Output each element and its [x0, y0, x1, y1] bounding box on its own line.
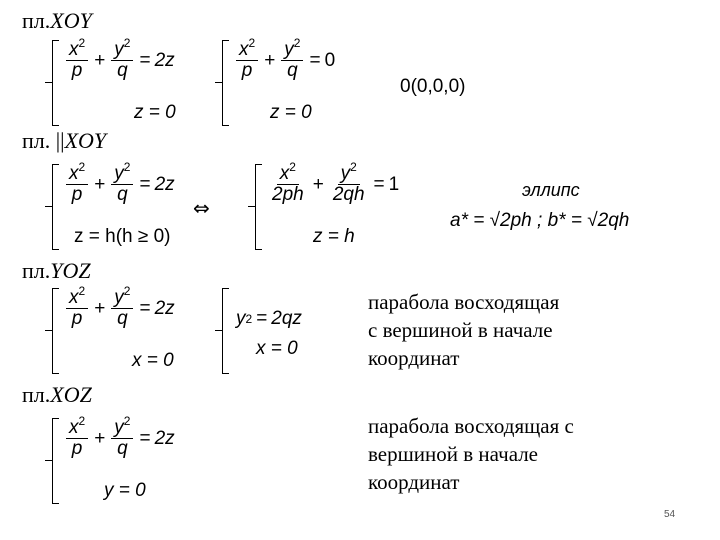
section-equation: $\frac{x^2}{p}$ + $\frac{y^2}{q}$ = 0	[234, 40, 335, 81]
parabola-description-xoz	[368, 412, 574, 496]
paraboloid-equation: $\frac{x^2}{p}$ + $\frac{y^2}{q}$ = 2z	[64, 164, 175, 205]
heading-plane-xoy	[22, 8, 92, 34]
description-line: координат	[368, 346, 460, 370]
system-brace-tick	[248, 206, 255, 207]
heading-plane-xoz	[22, 382, 92, 408]
heading-prefix: пл.	[22, 8, 51, 33]
system-brace	[222, 40, 229, 126]
system-parabola-yoz	[222, 288, 342, 374]
system-paraboloid-yoz	[52, 284, 212, 374]
parabola-description-yoz	[368, 288, 559, 372]
fraction-x2-p: $\frac{x^2}{p}$	[66, 40, 88, 81]
paraboloid-equation: $\frac{x^2}{p}$ + $\frac{y^2}{q}$ = 2z	[64, 288, 175, 329]
plane-condition: x = 0	[132, 350, 174, 371]
system-brace-tick	[215, 82, 222, 83]
system-brace	[52, 40, 59, 126]
description-line: парабола восходящая	[368, 290, 560, 314]
plane-condition: y = 0	[104, 480, 146, 501]
semi-axis-a: a* = √2ph ;	[450, 210, 543, 231]
heading-prefix: пл.	[22, 258, 51, 283]
system-brace	[52, 418, 59, 504]
heading-plane-yoz	[22, 258, 91, 284]
plane-condition: x = 0	[256, 338, 298, 359]
equivalence-arrow: ⇔	[193, 196, 210, 220]
semi-axis-b: b* = √2qh	[547, 210, 630, 231]
fraction-y2-q: $\frac{y^2}{q}$	[111, 40, 133, 81]
vertex-point: 0(0,0,0)	[400, 76, 466, 97]
paraboloid-equation: $\frac{x^2}{p}$ + $\frac{y^2}{q}$ = 2z	[64, 40, 175, 81]
description-line: координат	[368, 470, 460, 494]
heading-name: YOZ	[50, 258, 91, 283]
plane-condition: z = 0	[270, 102, 312, 123]
heading-prefix: пл. ||	[22, 128, 65, 153]
system-brace-tick	[215, 330, 222, 331]
system-brace	[255, 164, 262, 250]
heading-prefix: пл.	[22, 382, 51, 407]
system-brace	[52, 288, 59, 374]
ellipse-label: эллипс	[522, 180, 580, 200]
system-ellipse-section	[255, 160, 415, 250]
system-paraboloid-xoy	[52, 36, 212, 126]
heading-name: XOY	[64, 128, 107, 153]
plane-condition: z = h	[313, 226, 355, 247]
system-brace-tick	[45, 206, 52, 207]
page-number: 54	[664, 509, 676, 520]
system-section-xoy	[222, 36, 362, 126]
heading-name: XOY	[50, 8, 92, 33]
system-brace-tick	[45, 82, 52, 83]
system-brace-tick	[45, 460, 52, 461]
ellipse-semi-axes	[450, 210, 629, 232]
ellipse-equation: $\frac{x^2}{2ph}$ + $\frac{y^2}{2qh}$ = 1	[272, 160, 400, 205]
heading-plane-parallel-xoy	[22, 128, 106, 154]
description-line: с вершиной в начале	[368, 318, 553, 342]
system-brace	[52, 164, 59, 250]
system-brace	[222, 288, 229, 374]
plane-condition: z = 0	[134, 102, 176, 123]
plane-condition: z = h(h ≥ 0)	[74, 226, 171, 247]
parabola-equation: y 2 = 2qz	[236, 308, 302, 329]
system-brace-tick	[45, 330, 52, 331]
system-paraboloid-xoz	[52, 414, 212, 504]
paraboloid-equation: $\frac{x^2}{p}$ + $\frac{y^2}{q}$ = 2z	[64, 418, 175, 459]
heading-name: XOZ	[50, 382, 92, 407]
description-line: парабола восходящая с	[368, 414, 574, 438]
description-line: вершиной в начале	[368, 442, 538, 466]
